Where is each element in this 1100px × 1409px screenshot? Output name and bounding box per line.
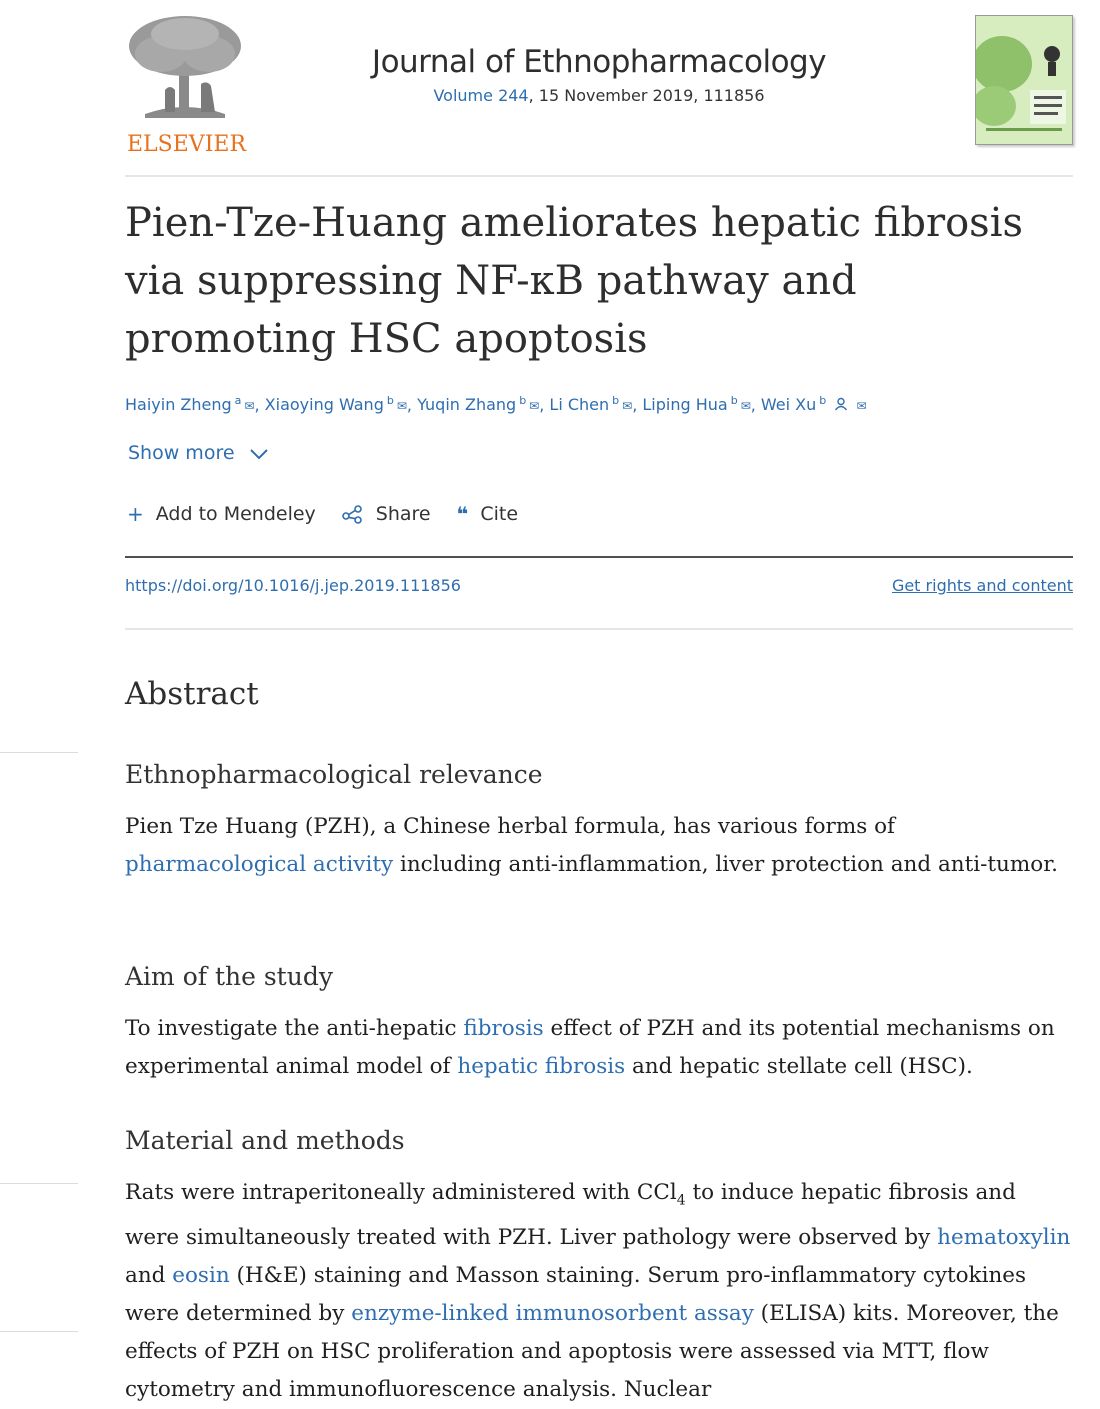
rights-link[interactable]: Get rights and content [891, 576, 1073, 595]
author-link[interactable]: Li Chen $^b$ ✉ [549, 394, 633, 415]
email-icon: ✉ [740, 399, 751, 414]
volume-link[interactable]: Volume 244 [433, 86, 529, 105]
divider [125, 556, 1073, 558]
issue-date: , 15 November 2019, 111856 [528, 86, 765, 105]
show-more-label: Show more [128, 442, 235, 464]
email-icon: ✉ [622, 399, 633, 414]
add-to-mendeley-button[interactable]: + Add to Mendeley [127, 502, 316, 526]
abstract-paragraph: Rats were intraperitoneally administered with CCl$_4$ to induce hepatic fibrosis and were simultaneously treated with PZH. Liver pathology were observed by hematoxylin and eosin (H&E) staining and Masson staining. Serum pro-inflammatory cytokines were determined by enzyme-linked immunosorbent assay (ELISA) kits. Moreover, the effects of PZH on HSC proliferation and apoptosis were assessed via MTT, flow cytometry and immunofluorescence analysis. Nuclear [125, 1180, 1071, 1403]
sidebar-divider [0, 1183, 78, 1184]
email-icon: ✉ [529, 399, 540, 414]
topic-link[interactable]: fibrosis [463, 1016, 544, 1041]
share-button[interactable]: Share [342, 502, 431, 526]
email-icon: ✉ [856, 399, 867, 414]
cite-button[interactable]: ❝ Cite [456, 502, 519, 526]
journal-info [125, 44, 1073, 105]
section-heading: Aim of the study [125, 962, 333, 991]
abstract-heading: Abstract [125, 676, 259, 712]
sidebar-divider [0, 1331, 78, 1332]
journal-header [125, 0, 1073, 177]
article-container [125, 0, 1073, 1403]
topic-link[interactable]: pharmacological activity [125, 852, 394, 877]
journal-meta [125, 86, 1073, 105]
doi-link[interactable]: https://doi.org/10.1016/j.jep.2019.111856 [125, 576, 461, 595]
divider [125, 628, 1073, 630]
author-link[interactable]: Wei Xu $^b$ ✉ [760, 394, 867, 415]
author-link[interactable]: Yuqin Zhang $^b$ ✉ [417, 394, 540, 415]
topic-link[interactable]: hematoxylin [937, 1225, 1071, 1251]
author-link[interactable]: Liping Hua $^b$ ✉ [642, 394, 751, 415]
abstract-paragraph: Pien Tze Huang (PZH), a Chinese herbal formula, has various forms of pharmacological activity including anti-inflammation, liver protection and anti-tumor. [125, 814, 1058, 877]
email-icon: ✉ [396, 399, 407, 414]
sidebar-divider [0, 752, 78, 753]
section-heading: Material and methods [125, 1126, 405, 1155]
section-heading: Ethnopharmacological relevance [125, 760, 543, 789]
share-icon [342, 504, 364, 524]
email-icon: ✉ [244, 399, 255, 414]
doi-row [125, 576, 1073, 595]
plus-icon: + [127, 502, 144, 526]
abstract-paragraph: To investigate the anti-hepatic fibrosis effect of PZH and its potential mechanisms on experimental animal model of hepatic fibrosis and hepatic stellate cell (HSC). [125, 1016, 1055, 1079]
article-title: Pien-Tze-Huang ameliorates hepatic fibrosis via suppressing NF-κB pathway and promoting HSC apoptosis [125, 200, 1024, 362]
author-list: Haiyin Zheng $^a$ ✉, Xiaoying Wang $^b$ ✉, Yuqin Zhang $^b$ ✉, Li Chen $^b$ ✉, Liping Hua $^b$ ✉, Wei Xu $^b$ ✉ [125, 394, 867, 415]
journal-title[interactable]: Journal of Ethnopharmacology [371, 44, 827, 80]
article-actions [127, 502, 544, 526]
topic-link[interactable]: enzyme-linked immunosorbent assay [351, 1301, 754, 1327]
cover-art [976, 16, 1072, 144]
chevron-down-icon [249, 448, 269, 460]
quote-icon: ❝ [456, 502, 469, 526]
show-more-button[interactable] [128, 442, 269, 464]
journal-cover-image[interactable] [975, 15, 1073, 145]
topic-link[interactable]: eosin [172, 1263, 230, 1289]
elsevier-wordmark: ELSEVIER [127, 132, 247, 157]
topic-link[interactable]: hepatic fibrosis [457, 1054, 626, 1079]
corresponding-author-icon [834, 397, 848, 411]
author-link[interactable]: Haiyin Zheng $^a$ ✉ [125, 394, 255, 415]
author-link[interactable]: Xiaoying Wang $^b$ ✉ [264, 394, 407, 415]
